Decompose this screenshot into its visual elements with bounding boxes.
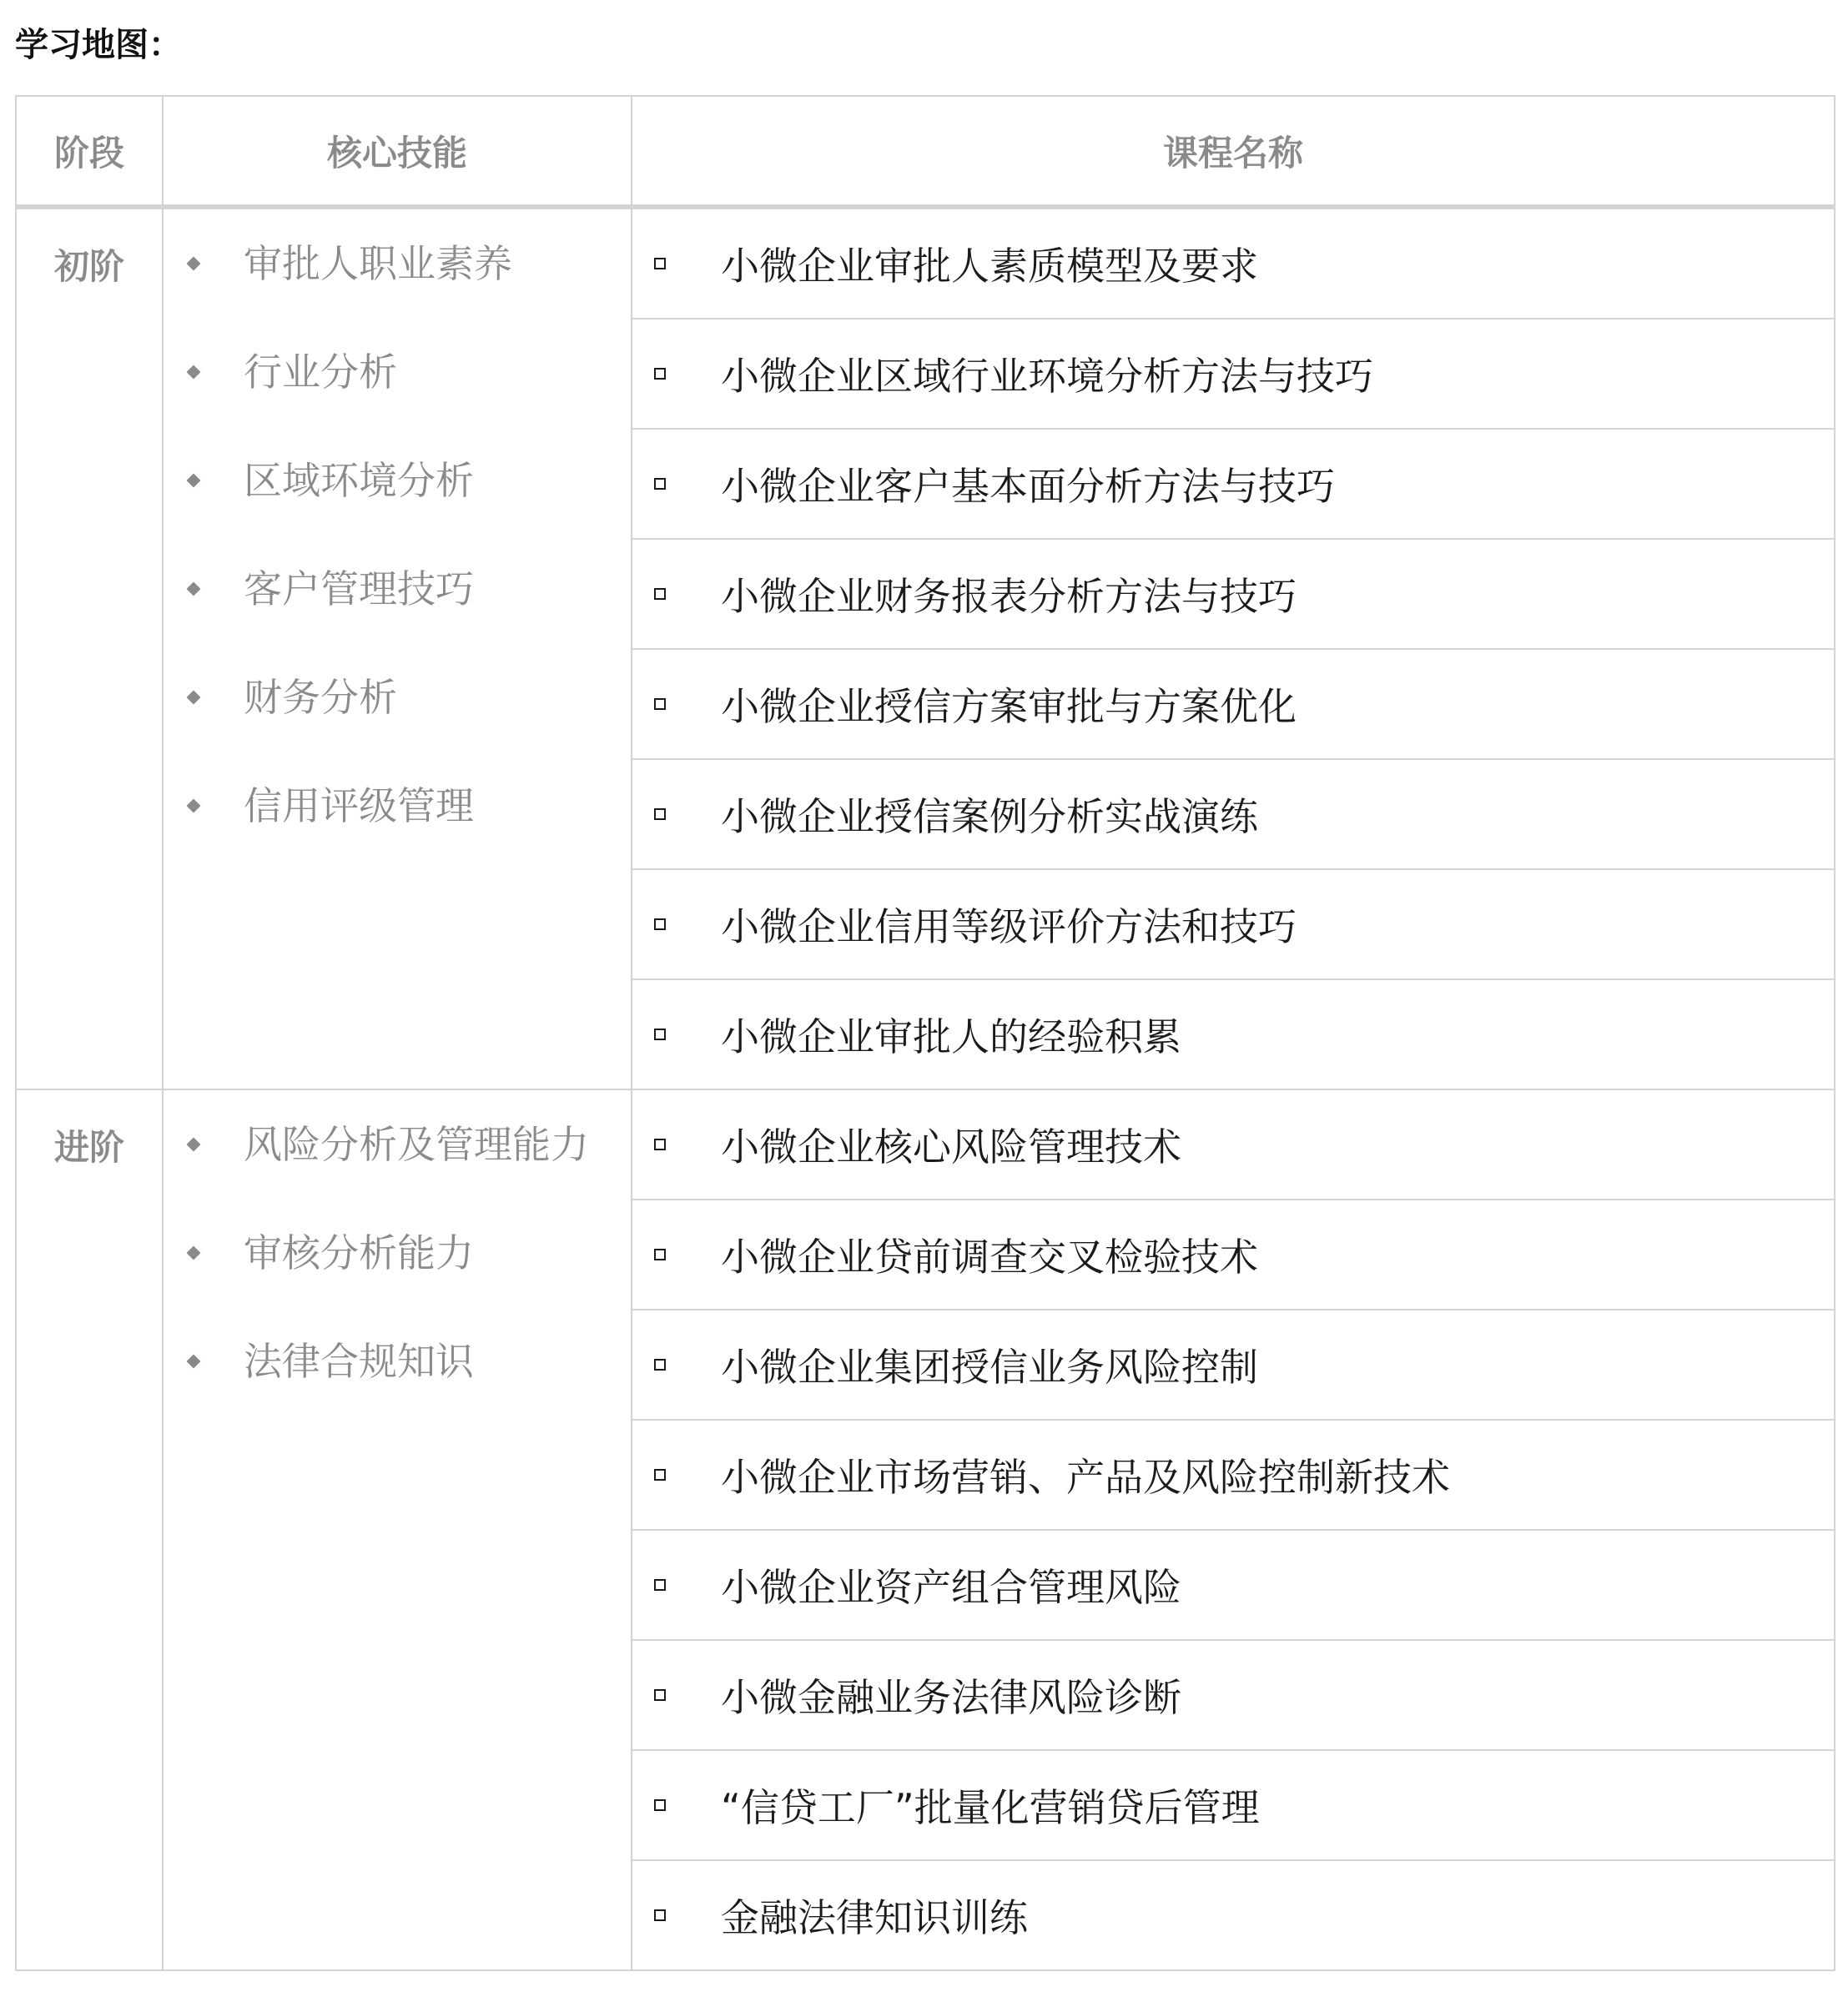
skill-label: 审核分析能力: [244, 1230, 474, 1275]
square-bullet-icon: [654, 588, 666, 600]
course-name: 小微企业财务报表分析方法与技巧: [721, 574, 1297, 619]
diamond-bullet-icon: [187, 691, 201, 705]
course-cell: [632, 869, 1835, 979]
course-cell: [632, 759, 1835, 869]
square-bullet-icon: [654, 1799, 666, 1811]
course-cell: [632, 1640, 1835, 1750]
skill-item: [164, 234, 631, 343]
course-cell: [632, 649, 1835, 759]
square-bullet-icon: [654, 1689, 666, 1701]
page-title: 学习地图：: [15, 26, 182, 64]
course-name: 小微企业资产组合管理风险: [721, 1565, 1181, 1610]
course-item: [632, 787, 1834, 842]
square-bullet-icon: [654, 1029, 666, 1040]
skill-item: [164, 777, 631, 885]
course-item: [632, 456, 1834, 511]
course-item: [632, 1337, 1834, 1392]
header-stage: 阶段: [16, 96, 163, 207]
diamond-bullet-icon: [187, 1355, 201, 1369]
course-item: [632, 236, 1834, 291]
course-name: 金融法律知识训练: [721, 1895, 1028, 1940]
course-name: 小微企业市场营销、产品及风险控制新技术: [721, 1455, 1450, 1500]
course-cell: [632, 207, 1835, 319]
course-cell: [632, 429, 1835, 539]
header-course-name: 课程名称: [632, 96, 1835, 207]
skills-cell: [163, 1089, 632, 1970]
skill-label: 审批人职业素养: [244, 241, 512, 286]
course-name: 小微企业贷前调查交叉检验技术: [721, 1235, 1258, 1280]
square-bullet-icon: [654, 918, 666, 930]
course-name: 小微企业审批人的经验积累: [721, 1014, 1181, 1059]
skill-label: 行业分析: [244, 350, 397, 395]
course-name: 小微金融业务法律风险诊断: [721, 1675, 1181, 1720]
square-bullet-icon: [654, 1469, 666, 1481]
course-name: 小微企业信用等级评价方法和技巧: [721, 904, 1297, 949]
course-name: 小微企业授信案例分析实战演练: [721, 794, 1258, 839]
course-cell: [632, 979, 1835, 1089]
diamond-bullet-icon: [187, 799, 201, 813]
skill-label: 区域环境分析: [244, 458, 474, 503]
course-cell: [632, 1310, 1835, 1420]
course-item: [632, 1447, 1834, 1502]
course-cell: [632, 1530, 1835, 1640]
course-cell: [632, 1420, 1835, 1530]
skill-item: [164, 1224, 631, 1332]
course-item: [632, 1117, 1834, 1172]
skill-list: [164, 234, 631, 885]
square-bullet-icon: [654, 1139, 666, 1150]
skill-item: [164, 451, 631, 560]
skills-cell: [163, 207, 632, 1089]
course-item: [632, 897, 1834, 952]
skill-item: [164, 1332, 631, 1441]
skill-label: 风险分析及管理能力: [244, 1122, 589, 1167]
skill-label: 客户管理技巧: [244, 566, 474, 611]
table-row: [16, 1089, 1835, 1200]
square-bullet-icon: [654, 1579, 666, 1591]
course-item: [632, 1007, 1834, 1062]
course-name: “信贷工厂”批量化营销贷后管理: [721, 1785, 1260, 1830]
course-cell: [632, 1089, 1835, 1200]
course-item: [632, 677, 1834, 732]
course-cell: [632, 1860, 1835, 1970]
course-cell: [632, 539, 1835, 649]
course-name: 小微企业区域行业环境分析方法与技巧: [721, 354, 1373, 399]
learning-map-table: [15, 95, 1835, 1971]
square-bullet-icon: [654, 1909, 666, 1921]
table-row: [16, 207, 1835, 319]
stage-label: 进阶: [16, 1089, 163, 1970]
square-bullet-icon: [654, 368, 666, 380]
course-cell: [632, 1200, 1835, 1310]
course-name: 小微企业审批人素质模型及要求: [721, 244, 1258, 289]
course-name: 小微企业集团授信业务风险控制: [721, 1345, 1258, 1390]
stage-label: 初阶: [16, 207, 163, 1089]
course-cell: [632, 319, 1835, 429]
skill-label: 财务分析: [244, 675, 397, 720]
skill-label: 法律合规知识: [244, 1339, 474, 1384]
square-bullet-icon: [654, 258, 666, 269]
course-item: [632, 566, 1834, 621]
diamond-bullet-icon: [187, 474, 201, 488]
course-name: 小微企业客户基本面分析方法与技巧: [721, 464, 1335, 509]
course-item: [632, 346, 1834, 401]
skill-item: [164, 1115, 631, 1224]
diamond-bullet-icon: [187, 1138, 201, 1152]
course-item: [632, 1557, 1834, 1612]
course-item: [632, 1668, 1834, 1723]
square-bullet-icon: [654, 808, 666, 820]
diamond-bullet-icon: [187, 365, 201, 380]
skill-label: 信用评级管理: [244, 783, 474, 828]
course-name: 小微企业授信方案审批与方案优化: [721, 684, 1297, 729]
course-item: [632, 1888, 1834, 1943]
square-bullet-icon: [654, 1249, 666, 1260]
skill-list: [164, 1115, 631, 1441]
course-item: [632, 1227, 1834, 1282]
square-bullet-icon: [654, 698, 666, 710]
skill-item: [164, 343, 631, 451]
square-bullet-icon: [654, 1359, 666, 1371]
course-name: 小微企业核心风险管理技术: [721, 1124, 1181, 1170]
skill-item: [164, 668, 631, 777]
header-core-skills: 核心技能: [163, 96, 632, 207]
diamond-bullet-icon: [187, 1246, 201, 1260]
skill-item: [164, 560, 631, 668]
square-bullet-icon: [654, 478, 666, 490]
table-header-row: [16, 96, 1835, 207]
course-cell: [632, 1750, 1835, 1860]
diamond-bullet-icon: [187, 582, 201, 596]
diamond-bullet-icon: [187, 257, 201, 271]
table-body: [16, 207, 1835, 1970]
course-item: [632, 1778, 1834, 1833]
